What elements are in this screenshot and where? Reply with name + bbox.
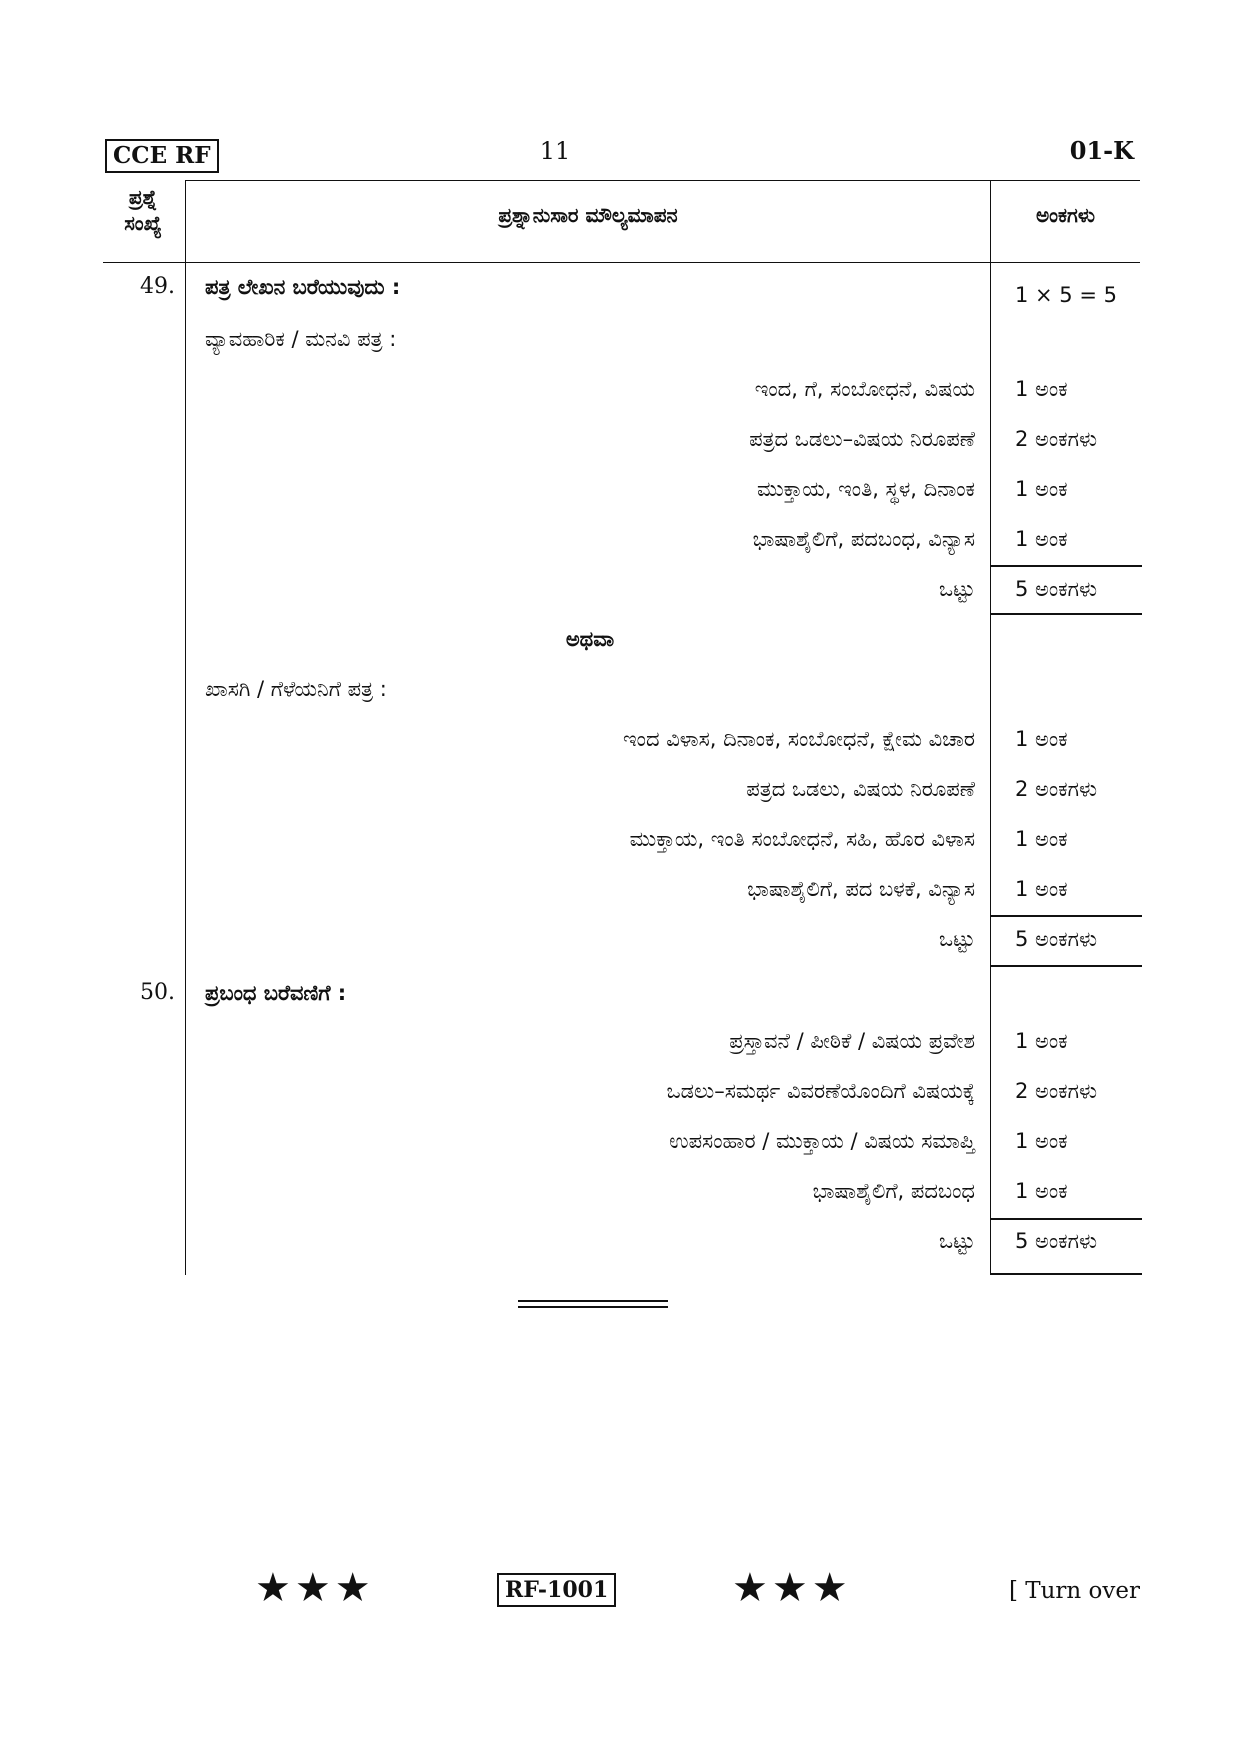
q49-b-criterion-2: ಪತ್ರದ ಒಡಲು, ವಿಷಯ ನಿರೂಪಣೆ: [746, 777, 975, 801]
q49-b-marks-3: 1 ಅಂಕ: [1015, 827, 1068, 851]
question-49-title: ಪತ್ರ ಲೇಖನ ಬರೆಯುವುದು :: [205, 275, 401, 299]
q49-b-total-top-rule: [990, 915, 1142, 917]
q49-a-total-bottom-rule: [990, 613, 1142, 615]
question-50-title: ಪ್ರಬಂಧ ಬರೆವಣಿಗೆ :: [205, 981, 347, 1005]
q49-b-marks-4: 1 ಅಂಕ: [1015, 877, 1068, 901]
q49-a-criterion-4: ಭಾಷಾಶೈಲಿಗೆ, ಪದಬಂಧ, ವಿನ್ಯಾಸ: [752, 527, 975, 551]
q49-a-marks-3: 1 ಅಂಕ: [1015, 477, 1068, 501]
q49-a-criterion-2: ಪತ್ರದ ಒಡಲು–ವಿಷಯ ನಿರೂಪಣೆ: [749, 427, 975, 451]
column-header-question-number: [105, 184, 181, 236]
table-top-rule: [185, 180, 1140, 181]
q50-marks-2: 2 ಅಂಕಗಳು: [1015, 1079, 1098, 1103]
q49-b-total-label: ಒಟ್ಟು: [938, 927, 975, 951]
q49-part-a-title: ವ್ಯಾವಹಾರಿಕ / ಮನವಿ ಪತ್ರ :: [205, 327, 397, 351]
q49-b-marks-2: 2 ಅಂಕಗಳು: [1015, 777, 1098, 801]
footer-code-box: RF-1001: [497, 1573, 616, 1607]
q49-a-criterion-1: ಇಂದ, ಗೆ, ಸಂಬೋಧನೆ, ವಿಷಯ: [754, 377, 975, 401]
q50-total-bottom-rule: [990, 1273, 1142, 1275]
q49-b-criterion-4: ಭಾಷಾಶೈಲಿಗೆ, ಪದ ಬಳಕೆ, ವಿನ್ಯಾಸ: [747, 877, 975, 901]
page-number: 11: [539, 137, 571, 165]
q49-b-marks-1: 1 ಅಂಕ: [1015, 727, 1068, 751]
q49-b-criterion-1: ಇಂದ ವಿಳಾಸ, ದಿನಾಂಕ, ಸಂಬೋಧನೆ, ಕ್ಷೇಮ ವಿಚಾರ: [623, 727, 975, 751]
q49-a-marks-4: 1 ಅಂಕ: [1015, 527, 1068, 551]
q50-marks-1: 1 ಅಂಕ: [1015, 1029, 1068, 1053]
q49-b-total-marks: 5 ಅಂಕಗಳು: [1015, 927, 1098, 951]
question-49-marks-total: 1 × 5 = 5: [1015, 283, 1117, 307]
q49-a-total-label: ಒಟ್ಟು: [938, 577, 975, 601]
q49-a-total-top-rule: [990, 565, 1142, 567]
column-divider-right-1: [990, 180, 991, 615]
column-header-evaluation: ಪ್ರಶ್ನಾನುಸಾರ ಮೌಲ್ಯಮಾಪನ: [498, 203, 678, 227]
footer-stars-left: ★★★: [255, 1565, 375, 1611]
column-divider-right-3: [990, 967, 991, 1275]
question-number-50: 50.: [140, 980, 175, 1005]
q49-a-marks-1: 1 ಅಂಕ: [1015, 377, 1068, 401]
column-divider-left: [185, 180, 186, 1275]
q50-total-marks: 5 ಅಂಕಗಳು: [1015, 1229, 1098, 1253]
q49-b-criterion-3: ಮುಕ್ತಾಯ, ಇಂತಿ ಸಂಬೋಧನೆ, ಸಹಿ, ಹೊರ ವಿಳಾಸ: [629, 827, 975, 851]
column-header-question-number-line1: ಪ್ರಶ್ನೆ: [128, 185, 158, 209]
q49-a-criterion-3: ಮುಕ್ತಾಯ, ಇಂತಿ, ಸ್ಥಳ, ದಿನಾಂಕ: [756, 477, 975, 501]
column-header-marks: ಅಂಕಗಳು: [1035, 203, 1096, 227]
paper-code: 01-K: [1069, 136, 1134, 165]
question-number-49: 49.: [140, 274, 175, 299]
q50-marks-3: 1 ಅಂಕ: [1015, 1129, 1068, 1153]
exam-code-box: CCE RF: [105, 139, 219, 173]
q50-marks-4: 1 ಅಂಕ: [1015, 1179, 1068, 1203]
q50-total-top-rule: [990, 1218, 1142, 1220]
q49-a-marks-2: 2 ಅಂಕಗಳು: [1015, 427, 1098, 451]
turn-over-label: [ Turn over: [1008, 1578, 1140, 1604]
q49-a-total-marks: 5 ಅಂಕಗಳು: [1015, 577, 1098, 601]
column-header-question-number-line2: ಸಂಖ್ಯೆ: [124, 211, 162, 235]
q50-criterion-3: ಉಪಸಂಹಾರ / ಮುಕ್ತಾಯ / ವಿಷಯ ಸಮಾಪ್ತಿ: [669, 1129, 975, 1153]
table-head-rule: [103, 262, 1140, 263]
end-double-rule-bottom: [518, 1306, 668, 1308]
q50-criterion-4: ಭಾಷಾಶೈಲಿಗೆ, ಪದಬಂಧ: [812, 1179, 975, 1203]
q49-b-total-bottom-rule: [990, 965, 1142, 967]
or-separator: ಅಥವಾ: [565, 627, 615, 651]
footer-stars-right: ★★★: [732, 1565, 852, 1611]
q50-criterion-1: ಪ್ರಸ್ತಾವನೆ / ಪೀಠಿಕೆ / ವಿಷಯ ಪ್ರವೇಶ: [729, 1029, 975, 1053]
q50-criterion-2: ಒಡಲು–ಸಮರ್ಥ ವಿವರಣೆಯೊಂದಿಗೆ ವಿಷಯಕ್ಕೆ: [666, 1079, 975, 1103]
end-double-rule-top: [518, 1300, 668, 1302]
q49-part-b-title: ಖಾಸಗಿ / ಗೆಳೆಯನಿಗೆ ಪತ್ರ :: [205, 677, 387, 701]
q50-total-label: ಒಟ್ಟು: [938, 1229, 975, 1253]
